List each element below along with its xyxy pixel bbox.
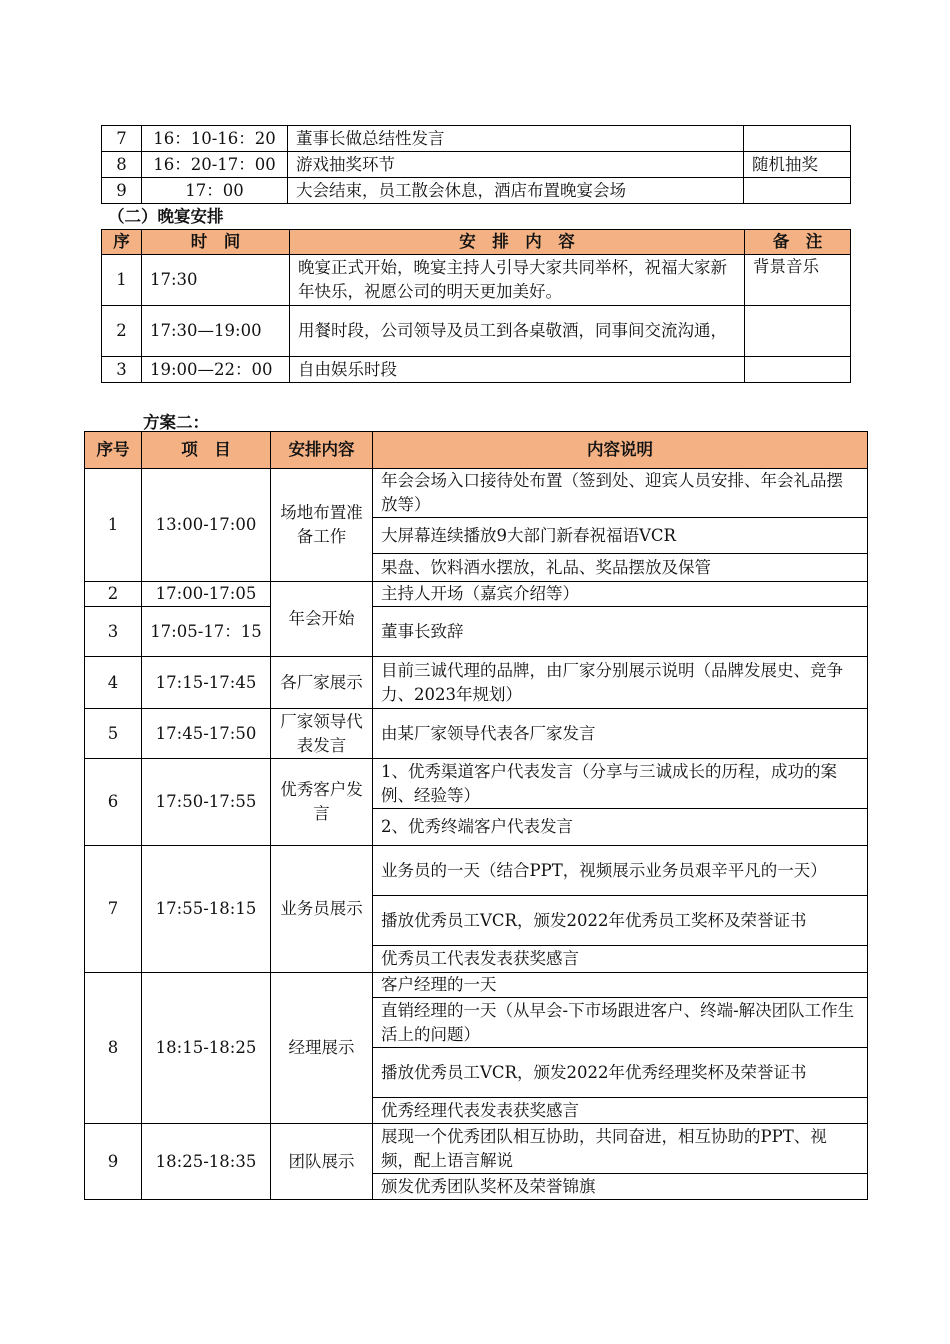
row-desc: 优秀经理代表发表获奖感言 <box>373 1098 868 1124</box>
row-desc: 播放优秀员工VCR，颁发2022年优秀经理奖杯及荣誉证书 <box>373 1048 868 1098</box>
row-number: 8 <box>85 973 142 1124</box>
table-row <box>85 607 868 657</box>
table-row <box>102 178 851 204</box>
dinner-schedule-table <box>101 229 851 383</box>
row-note: 背景音乐 <box>745 255 851 306</box>
row-number: 7 <box>85 846 142 973</box>
table-row <box>102 126 851 152</box>
row-arrange: 各厂家展示 <box>271 657 373 709</box>
row-number: 6 <box>85 759 142 846</box>
row-time: 17:00-17:05 <box>142 582 271 607</box>
row-time: 17:30 <box>142 255 290 306</box>
row-number: 1 <box>102 255 142 306</box>
row-number: 4 <box>85 657 142 709</box>
row-arrange: 优秀客户发言 <box>271 759 373 846</box>
row-number: 3 <box>102 357 142 383</box>
table-row <box>85 657 868 709</box>
row-time: 17:30—19:00 <box>142 306 290 357</box>
row-desc: 业务员的一天（结合PPT，视频展示业务员艰辛平凡的一天） <box>373 846 868 896</box>
row-note <box>745 357 851 383</box>
header-arrange: 安排内容 <box>271 432 373 469</box>
table-row <box>85 846 868 896</box>
row-note <box>745 306 851 357</box>
table-header-row <box>102 230 851 255</box>
row-desc: 由某厂家领导代表各厂家发言 <box>373 709 868 759</box>
row-desc: 目前三诚代理的品牌，由厂家分别展示说明（品牌发展史、竞争力、2023年规划） <box>373 657 868 709</box>
row-arrange: 厂家领导代表发言 <box>271 709 373 759</box>
row-arrange: 经理展示 <box>271 973 373 1124</box>
table-header-row <box>85 432 868 469</box>
table-row <box>102 255 851 306</box>
row-arrange: 业务员展示 <box>271 846 373 973</box>
row-desc: 董事长致辞 <box>373 607 868 657</box>
row-desc: 果盘、饮料酒水摆放，礼品、奖品摆放及保管 <box>373 554 868 582</box>
row-content: 大会结束，员工散会休息，酒店布置晚宴会场 <box>288 178 744 204</box>
row-desc: 2、优秀终端客户代表发言 <box>373 809 868 846</box>
table-row <box>85 1124 868 1174</box>
row-time: 13:00-17:00 <box>142 469 271 582</box>
row-desc: 客户经理的一天 <box>373 973 868 998</box>
row-arrange: 场地布置准备工作 <box>271 469 373 582</box>
row-desc: 展现一个优秀团队相互协助，共同奋进，相互协助的PPT、视频，配上语言解说 <box>373 1124 868 1174</box>
row-desc: 直销经理的一天（从早会-下市场跟进客户、终端-解决团队工作生活上的问题） <box>373 998 868 1048</box>
row-time: 16：20-17：00 <box>142 152 288 178</box>
row-desc: 播放优秀员工VCR，颁发2022年优秀员工奖杯及荣誉证书 <box>373 896 868 946</box>
row-arrange: 团队展示 <box>271 1124 373 1200</box>
row-number: 2 <box>102 306 142 357</box>
row-time: 17：00 <box>142 178 288 204</box>
table-row <box>85 582 868 607</box>
header-number: 序 <box>102 230 142 255</box>
section-title-dinner: （二）晚宴安排 <box>108 207 224 226</box>
table-row <box>85 759 868 809</box>
row-number: 9 <box>85 1124 142 1200</box>
row-time: 16：10-16：20 <box>142 126 288 152</box>
plan-two-table <box>84 431 868 1200</box>
row-desc: 主持人开场（嘉宾介绍等） <box>373 582 868 607</box>
row-time: 17:05-17：15 <box>142 607 271 657</box>
row-note <box>744 126 851 152</box>
table-row <box>102 152 851 178</box>
row-note: 随机抽奖 <box>744 152 851 178</box>
table-row <box>85 973 868 998</box>
row-time: 17:15-17:45 <box>142 657 271 709</box>
row-time: 19:00—22：00 <box>142 357 290 383</box>
row-number: 5 <box>85 709 142 759</box>
row-content: 游戏抽奖环节 <box>288 152 744 178</box>
header-time: 时 间 <box>142 230 290 255</box>
row-time: 17:45-17:50 <box>142 709 271 759</box>
table-row <box>102 357 851 383</box>
row-time: 18:15-18:25 <box>142 973 271 1124</box>
row-number: 3 <box>85 607 142 657</box>
row-number: 8 <box>102 152 142 178</box>
row-content: 董事长做总结性发言 <box>288 126 744 152</box>
schedule-table-continued <box>101 125 851 204</box>
row-desc: 颁发优秀团队奖杯及荣誉锦旗 <box>373 1174 868 1200</box>
row-desc: 1、优秀渠道客户代表发言（分享与三诚成长的历程，成功的案例、经验等） <box>373 759 868 809</box>
row-time: 17:55-18:15 <box>142 846 271 973</box>
header-item: 项 目 <box>142 432 271 469</box>
table-row <box>102 306 851 357</box>
row-desc: 大屏幕连续播放9大部门新春祝福语VCR <box>373 518 868 554</box>
header-content: 安 排 内 容 <box>290 230 745 255</box>
row-number: 9 <box>102 178 142 204</box>
header-note: 备 注 <box>745 230 851 255</box>
row-number: 7 <box>102 126 142 152</box>
header-number: 序号 <box>85 432 142 469</box>
row-number: 2 <box>85 582 142 607</box>
row-time: 18:25-18:35 <box>142 1124 271 1200</box>
row-number: 1 <box>85 469 142 582</box>
row-desc: 优秀员工代表发表获奖感言 <box>373 946 868 973</box>
row-desc: 年会会场入口接待处布置（签到处、迎宾人员安排、年会礼品摆放等） <box>373 469 868 518</box>
row-arrange: 年会开始 <box>271 582 373 657</box>
row-content: 自由娱乐时段 <box>290 357 745 383</box>
plan-two-title: 方案二： <box>143 413 209 432</box>
row-content: 晚宴正式开始，晚宴主持人引导大家共同举杯，祝福大家新年快乐，祝愿公司的明天更加美好。 <box>290 255 745 306</box>
table-row <box>85 469 868 518</box>
table-row <box>85 709 868 759</box>
row-note <box>744 178 851 204</box>
row-time: 17:50-17:55 <box>142 759 271 846</box>
header-desc: 内容说明 <box>373 432 868 469</box>
row-content: 用餐时段，公司领导及员工到各桌敬酒，同事间交流沟通， <box>290 306 745 357</box>
